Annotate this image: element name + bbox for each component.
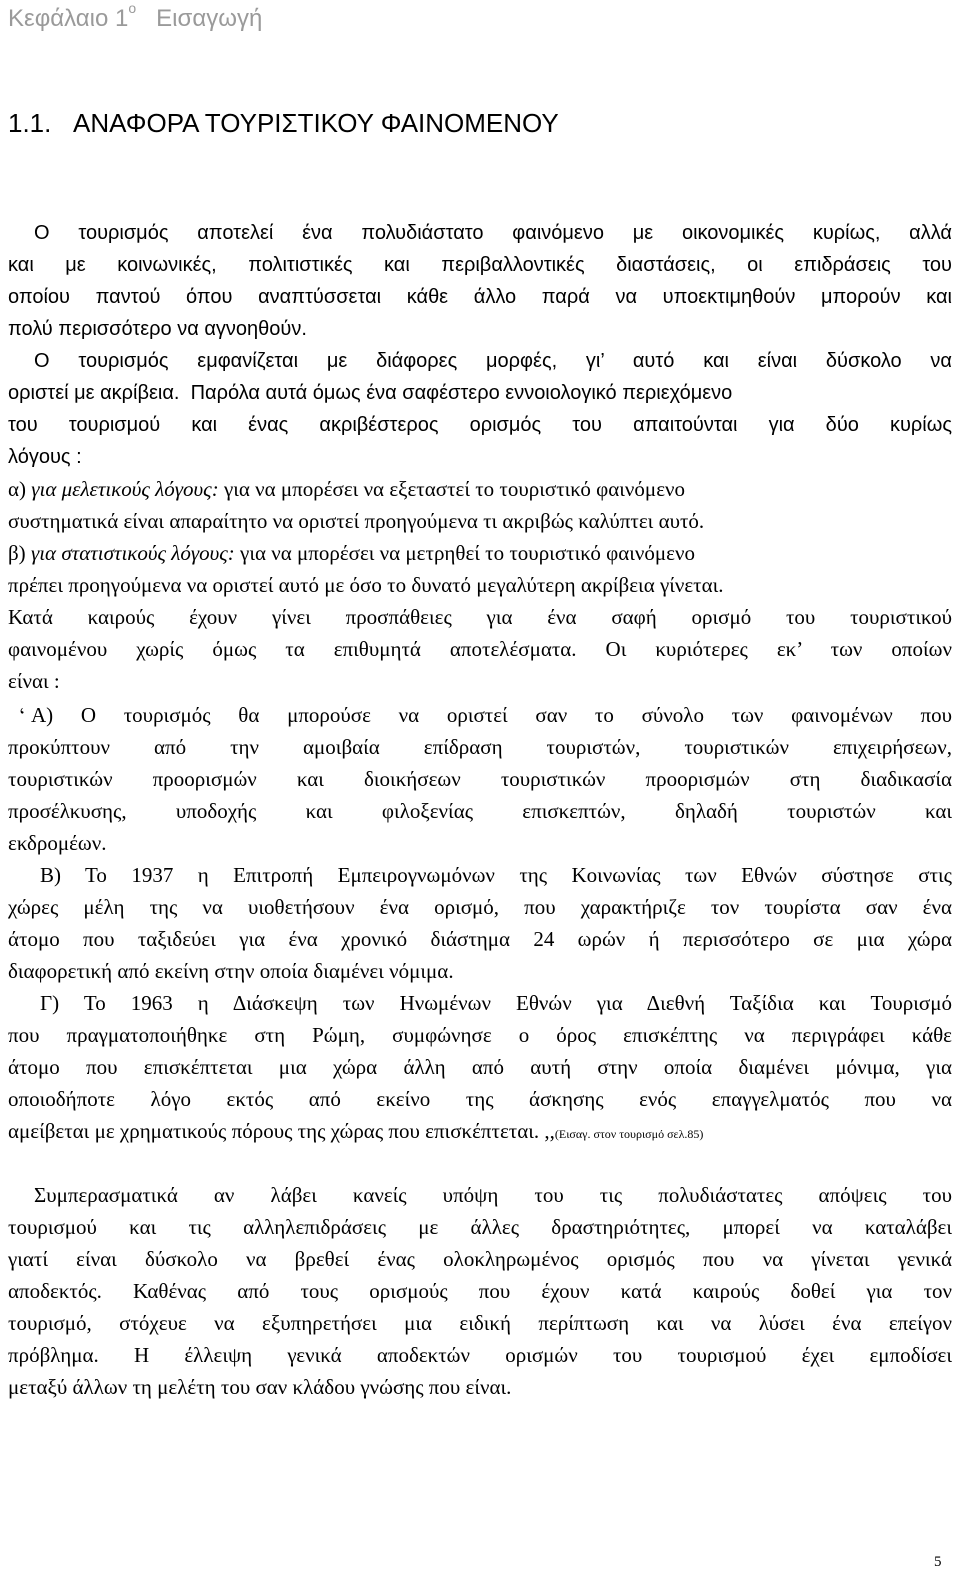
quote-mark: ‘ <box>15 702 31 728</box>
text-line: προκύπτουν από την αμοιβαία επίδραση τουριστών, τουριστικών επιχειρήσεων, <box>8 735 952 759</box>
running-header <box>8 0 263 33</box>
text-line: πρέπει προηγούμενα να οριστεί αυτό με όσο το δυνατό μεγαλύτερη ακρίβεια γίνεται. <box>8 573 724 597</box>
text-line: χώρες μέλη της να υιοθετήσουν ένα ορισμό, που χαρακτήριζε τον τουρίστα σαν ένα <box>8 895 952 919</box>
text-line: λόγους : <box>8 446 82 468</box>
page-number: 5 <box>934 1554 942 1570</box>
text-line <box>8 1116 952 1147</box>
text-line: Γ) Το 1963 η Διάσκεψη των Ηνωμένων Εθνών για Διεθνή Ταξίδια και Τουρισμό <box>40 991 952 1015</box>
section-title: ΑΝΑΦΟΡΑ ΤΟΥΡΙΣΤΙΚΟΥ ΦΑΙΝΟΜΕΝΟΥ <box>73 108 559 138</box>
text-run: οριστεί με ακρίβεια. <box>8 382 180 404</box>
section-number: 1.1. <box>8 108 52 138</box>
text-line: του τουρισμού και ένας ακριβέστερος ορισμός του απαιτούνται για δύο κυρίως <box>8 414 952 436</box>
text-line: Ο τουρισμός εμφανίζεται με διάφορες μορφές, γι’ αυτό και είναι δύσκολο να <box>34 350 952 372</box>
text-line: είναι : <box>8 669 60 693</box>
text-line: πολύ περισσότερο να αγνοηθούν. <box>8 318 307 340</box>
text-run: Παρόλα αυτά όμως ένα σαφέστερο εννοιολογικό περιεχόμενο <box>190 382 733 404</box>
chapter-title: Εισαγωγή <box>156 5 263 32</box>
citation: (Εισαγ. στον τουρισμό σελ.85) <box>554 1127 704 1141</box>
list-item-b <box>8 538 952 569</box>
list-term: για μελετικούς λόγους: <box>31 477 219 501</box>
text-line: άτομο που ταξιδεύει για ένα χρονικό διάστημα 24 ωρών ή περισσότερο σε μια χώρα <box>8 927 952 951</box>
list-item-a <box>8 474 952 505</box>
text-line: γιατί είναι δύσκολο να βρεθεί ένας ολοκληρωμένος ορισμός που να γίνεται γενικά <box>8 1247 952 1271</box>
chapter-label: Κεφάλαιο 1 <box>8 5 129 32</box>
text-line: άτομο που επισκέπτεται μια χώρα άλλη από αυτή στην οποία διαμένει μόνιμα, για <box>8 1055 952 1079</box>
text-line: και με κοινωνικές, πολιτιστικές και περιβαλλοντικές διαστάσεις, οι επιδράσεις του <box>8 254 952 276</box>
text-line: Συμπερασματικά αν λάβει κανείς υπόψη του τις πολυδιάστατες απόψεις του <box>34 1183 952 1207</box>
chapter-superscript: ο <box>128 0 137 16</box>
text-line: τουρισμού και τις αλληλεπιδράσεις με άλλες δραστηριότητες, μπορεί να καταλάβει <box>8 1215 952 1239</box>
section-heading <box>8 108 559 139</box>
text-line: φαινομένου χωρίς όμως τα επιθυμητά αποτελέσματα. Οι κυριότερες εκ’ των οποίων <box>8 637 952 661</box>
text-run: για να μπορέσει να μετρηθεί το τουριστικό φαινόμενο <box>240 541 695 565</box>
text-line: που πραγματοποιήθηκε στη Ρώμη, συμφώνησε ο όρος επισκέπτης να περιγράφει κάθε <box>8 1023 952 1047</box>
list-marker: α) <box>8 477 26 501</box>
text-line: πρόβλημα. Η έλλειψη γενικά αποδεκτών ορισμών του τουρισμού έχει εμποδίσει <box>8 1343 952 1367</box>
text-line: τουρισμό, στόχευε να εξυπηρετήσει μια ειδική περίπτωση και να λύσει ένα επείγον <box>8 1311 952 1335</box>
text-line: Ο τουρισμός αποτελεί ένα πολυδιάστατο φαινόμενο με οικονομικές κυρίως, αλλά <box>34 222 952 244</box>
text-line: Κατά καιρούς έχουν γίνει προσπάθειες για ένα σαφή ορισμό του τουριστικού <box>8 605 952 629</box>
text-run: Α) Ο τουρισμός θα μπορούσε να οριστεί σαν το σύνολο των φαινομένων που <box>31 703 952 727</box>
text-line: συστηματικά είναι απαραίτητο να οριστεί προηγούμενα τι ακριβώς καλύπτει αυτό. <box>8 509 705 533</box>
list-marker: β) <box>8 541 26 565</box>
text-run: αμείβεται με χρηματικούς πόρους της χώρας που επισκέπτεται. ,, <box>8 1119 555 1143</box>
text-line: οποίου παντού όπου αναπτύσσεται κάθε άλλο παρά να υποεκτιμηθούν μπορούν και <box>8 286 952 308</box>
text-line: διαφορετική από εκείνη στην οποία διαμένει νόμιμα. <box>8 959 454 983</box>
list-term: για στατιστικούς λόγους: <box>30 541 235 565</box>
text-line: εκδρομέων. <box>8 831 107 855</box>
definition-a-first-line <box>15 700 952 731</box>
text-line: Β) Το 1937 η Επιτροπή Εμπειρογνωμόνων της Κοινωνίας των Εθνών σύστησε στις <box>40 863 952 887</box>
text-line: οποιοδήποτε λόγο εκτός από εκείνο της άσκησης ενός επαγγελματός που να <box>8 1087 952 1111</box>
text-line: αποδεκτός. Καθένας από τους ορισμούς που έχουν κατά καιρούς δοθεί για τον <box>8 1279 952 1303</box>
text-run: για να μπορέσει να εξεταστεί το τουριστικό φαινόμενο <box>223 477 686 501</box>
text-line <box>8 378 952 409</box>
text-line: τουριστικών προορισμών και διοικήσεων τουριστικών προορισμών στη διαδικασία <box>8 767 952 791</box>
text-line: προσέλκυσης, υποδοχής και φιλοξενίας επισκεπτών, δηλαδή τουριστών και <box>8 799 952 823</box>
text-line: μεταξύ άλλων τη μελέτη του σαν κλάδου γνώσης που είναι. <box>8 1375 512 1399</box>
